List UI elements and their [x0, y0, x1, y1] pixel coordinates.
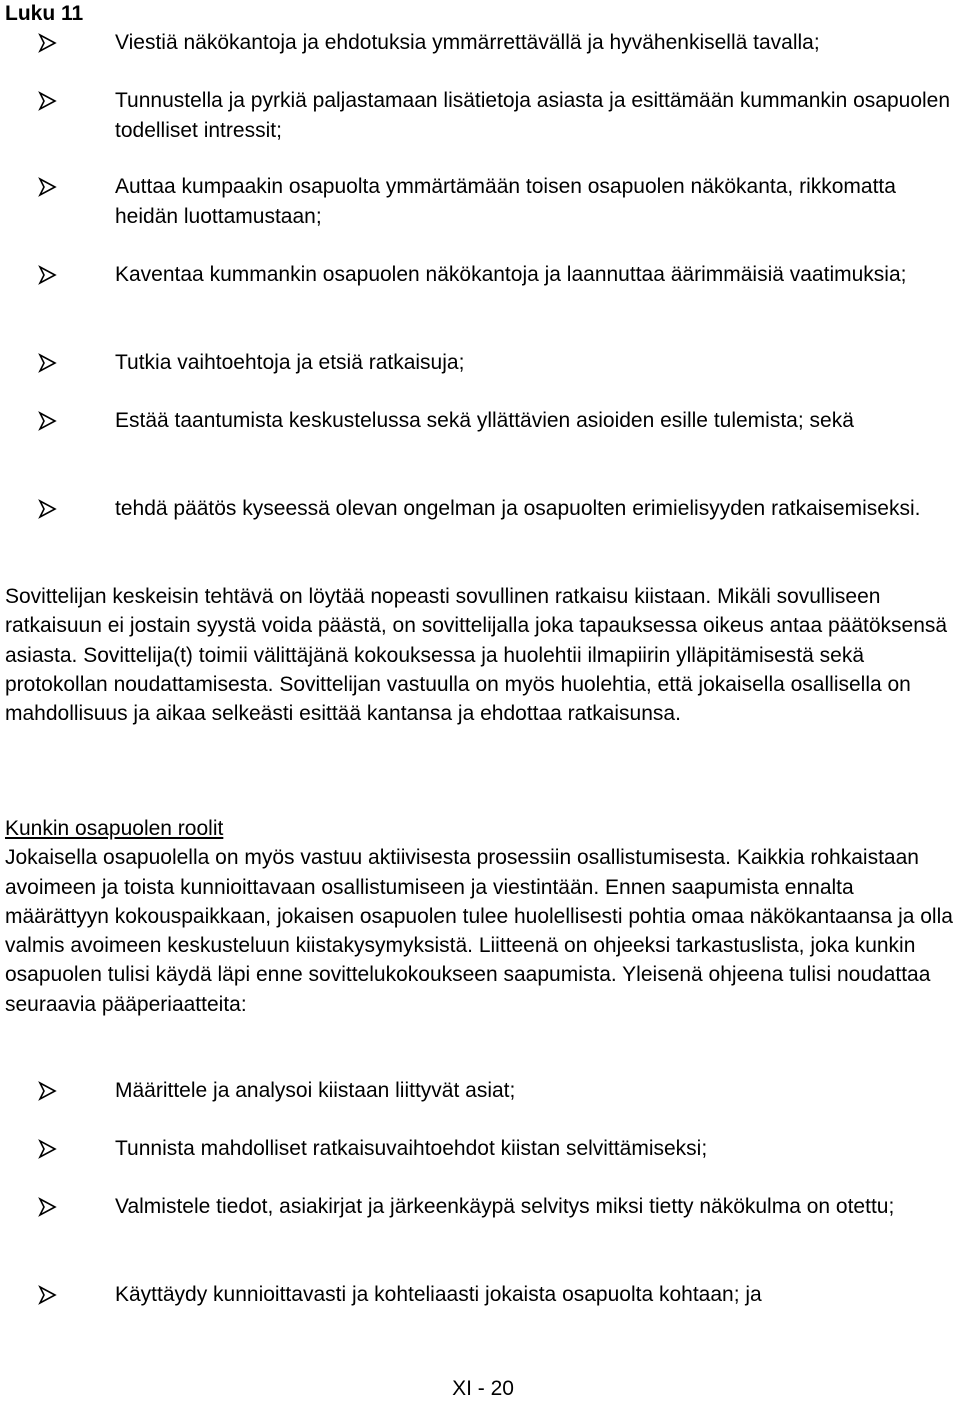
arrow-bullet-icon — [37, 499, 57, 519]
list-item-text: Estää taantumista keskustelussa sekä yllättävien asioiden esille tulemista; sekä — [115, 409, 854, 432]
arrow-bullet-icon — [37, 1081, 57, 1101]
arrow-bullet-icon — [37, 1197, 57, 1217]
list-item-text: Tunnista mahdolliset ratkaisuvaihtoehdot kiistan selvittämiseksi; — [115, 1137, 708, 1160]
chapter-title: Luku 11 — [5, 2, 84, 25]
page-number: XI - 20 — [452, 1377, 514, 1400]
list-item-text: Kaventaa kummankin osapuolen näkökantoja ja laannuttaa äärimmäisiä vaatimuksia; — [115, 263, 907, 286]
arrow-bullet-icon — [37, 91, 57, 111]
list-item-text: Määrittele ja analysoi kiistaan liittyvät asiat; — [115, 1079, 516, 1102]
arrow-bullet-icon — [37, 1285, 57, 1305]
list-item-text: Viestiä näkökantoja ja ehdotuksia ymmärrettävällä ja hyvähenkisellä tavalla; — [115, 31, 820, 54]
page-footer — [0, 1377, 960, 1401]
arrow-bullet-icon — [37, 33, 57, 53]
arrow-bullet-icon — [37, 1139, 57, 1159]
section-roles — [5, 814, 957, 1019]
list-item-text: Tutkia vaihtoehtoja ja etsiä ratkaisuja; — [115, 351, 465, 374]
list-item-text: tehdä päätös kyseessä olevan ongelman ja osapuolten erimielisyyden ratkaisemiseksi. — [115, 497, 921, 520]
section-body: Jokaisella osapuolella on myös vastuu aktiivisesta prosessiin osallistumisesta. Kaikkia rohkaistaan avoimeen ja toista kunnioittavaan osallistumiseen ja viestintään. Ennen saapumista ennalta määrättyyn kokouspaikkaan, jokaisen osapuolen tulee huolellisesti pohtia omaa näkökantaansa ja olla valmis avoimeen keskusteluun kiistakysymyksistä. Liitteenä on ohjeeksi tarkastuslista, joka kunkin osapuolen tulisi käydä läpi enne sovittelukokoukseen saapumista. Yleisenä ohjeena tulisi noudattaa seuraavia pääperiaatteita: — [5, 846, 953, 1016]
list-item-text: Auttaa kumpaakin osapuolta ymmärtämään toisen osapuolen näkökanta, rikkomatta heidän luottamustaan; — [115, 175, 896, 228]
list-item-text: Tunnustella ja pyrkiä paljastamaan lisätietoja asiasta ja esittämään kummankin osapuolen todelliset intressit; — [115, 89, 951, 142]
list-item-text: Käyttäydy kunnioittavasti ja kohteliaasti jokaista osapuolta kohtaan; ja — [115, 1283, 762, 1306]
arrow-bullet-icon — [37, 353, 57, 373]
arrow-bullet-icon — [37, 411, 57, 431]
arrow-bullet-icon — [37, 265, 57, 285]
paragraph-mediator-role: Sovittelijan keskeisin tehtävä on löytää nopeasti sovullinen ratkaisu kiistaan. Mikäli sovulliseen ratkaisuun ei jostain syystä voida päästä, on sovittelijalla joka tapauksessa oikeus antaa päätöksensä asiasta. Sovittelija(t) toimii välittäjänä kokouksessa ja huolehtii ilmapiirin ylläpitämisestä sekä protokollan noudattamisesta. Sovittelijan vastuulla on myös huolehtia, että jokaisella osallisella on mahdollisuus ja aikaa selkeästi esittää kantansa ja ehdottaa ratkaisunsa. — [5, 585, 948, 726]
list-item-text: Valmistele tiedot, asiakirjat ja järkeenkäypä selvitys miksi tietty näkökulma on otettu; — [115, 1195, 895, 1218]
section-title: Kunkin osapuolen roolit — [5, 817, 224, 840]
arrow-bullet-icon — [37, 177, 57, 197]
